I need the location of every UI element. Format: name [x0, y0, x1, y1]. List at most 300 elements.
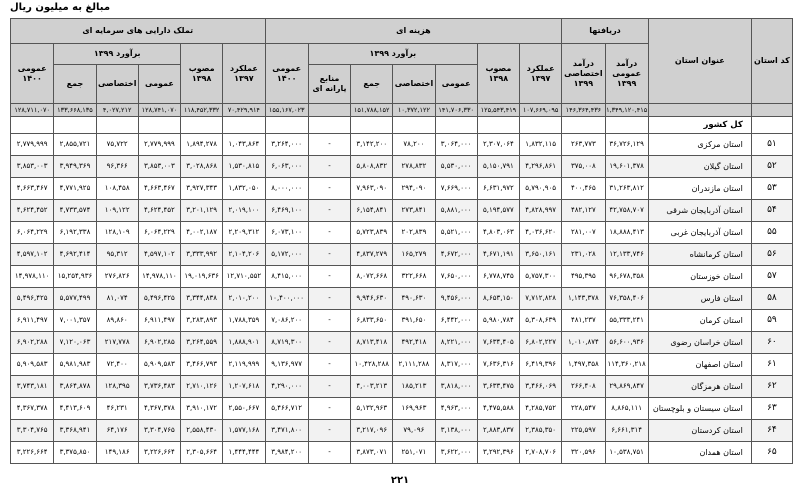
table-cell: ۴۸۱,۲۳۷ [562, 310, 605, 332]
exp-actual-header: عملکرد ۱۳۹۷ [520, 44, 562, 104]
table-cell: ۷,۰۸۶,۲۰۰ [265, 310, 308, 332]
table-cell: ۷,۶۶۹,۰۰۰ [435, 178, 477, 200]
table-cell: ۱,۷۸۸,۳۵۹ [223, 310, 265, 332]
table-cell: ۶,۴۱۹,۳۹۶ [520, 354, 562, 376]
table-cell: ۵,۳۰۸,۶۳۹ [520, 310, 562, 332]
table-cell: ۲۸۱,۰۰۷ [562, 222, 605, 244]
table-cell: ۷,۹۶۳,۰۹۰ [351, 178, 393, 200]
table-cell: ۱۲,۱۳۳,۷۴۶ [605, 244, 648, 266]
table-cell: ۵۵,۳۳۳,۲۴۱ [605, 310, 648, 332]
table-cell: ۶,۰۶۴,۲۲۹ [138, 222, 180, 244]
table-body [11, 104, 793, 464]
table-cell: ۷۲,۴۰۰ [96, 354, 138, 376]
table-cell: - [308, 134, 350, 156]
table-cell: ۵,۵۷۷,۴۹۹ [54, 288, 96, 310]
summary-cell: ۱۳۳,۶۶۸,۱۳۵ [54, 104, 96, 117]
table-cell: ۴,۳۶۷,۳۷۸ [11, 398, 54, 420]
table-cell: ۱,۸۹۴,۲۷۸ [181, 134, 223, 156]
table-cell: ۲,۰۱۹,۱۰۰ [223, 200, 265, 222]
table-cell: ۱۲۸,۱۰۹ [96, 222, 138, 244]
table-cell: ۸,۲۲۱,۰۰۰ [435, 332, 477, 354]
table-cell: ۹,۱۳۶,۹۷۷ [265, 354, 308, 376]
table-cell: ۱۵,۲۵۴,۹۳۶ [54, 266, 96, 288]
table-cell: ۴,۵۹۷,۱۰۲ [11, 244, 54, 266]
province-code: ۵۳ [751, 178, 792, 200]
cap-total-header: جمع [54, 65, 96, 104]
revenue-special-header: درآمد اختصاصی ۱۳۹۹ [562, 44, 605, 104]
table-cell: ۲۵۱,۰۷۱ [393, 442, 435, 464]
table-cell: ۱,۸۸۸,۹۰۱ [223, 332, 265, 354]
expense-group-header: هزینه ای [265, 19, 562, 44]
exp-general-header: عمومی [435, 65, 477, 104]
table-cell: ۲۷۸,۸۳۲ [393, 156, 435, 178]
table-cell: ۱۰۸,۴۵۸ [96, 178, 138, 200]
cap-actual-header: عملکرد ۱۳۹۷ [223, 44, 265, 104]
table-cell: ۸,۰۰۰,۰۰۰ [265, 178, 308, 200]
table-cell: ۳۱,۲۶۳,۸۱۲ [605, 178, 648, 200]
table-cell: ۲,۰۱۰,۲۰۰ [223, 288, 265, 310]
province-code: ۵۱ [751, 134, 792, 156]
table-cell: ۱۰,۴۰۰,۰۰۰ [265, 288, 308, 310]
province-code: ۶۲ [751, 376, 792, 398]
revenue-group-header: دریافتها [562, 19, 649, 44]
table-cell: ۵,۵۳۰,۰۰۰ [435, 156, 477, 178]
table-cell: ۳,۳۳۳,۹۹۲ [181, 244, 223, 266]
table-cell: - [308, 332, 350, 354]
table-cell: ۳,۰۲۸,۸۶۸ [181, 156, 223, 178]
table-cell: ۵,۱۷۲,۰۰۰ [265, 244, 308, 266]
province-name: استان خوزستان [648, 266, 751, 288]
table-cell: ۱۴,۹۷۸,۱۱۰ [11, 266, 54, 288]
table-cell: ۴۸۲,۱۲۷ [562, 200, 605, 222]
summary-cell: ۴,۰۲۷,۲۱۲ [96, 104, 138, 117]
table-cell: - [308, 354, 350, 376]
table-cell: ۵,۴۶۶,۷۱۲ [265, 398, 308, 420]
province-name: استان مرکزی [648, 134, 751, 156]
table-cell: ۳۲۰,۵۹۶ [562, 442, 605, 464]
table-cell: ۵,۴۹۶,۴۲۵ [138, 288, 180, 310]
exp-total-header: جمع [351, 65, 393, 104]
table-cell: ۱,۴۴۴,۴۴۴ [223, 442, 265, 464]
cap-1400-header: عمومی ۱۴۰۰ [11, 44, 54, 104]
summary-cell: ۱۱۸,۴۵۲,۳۳۲ [181, 104, 223, 117]
table-cell: ۳,۹۴۹,۳۶۹ [54, 156, 96, 178]
table-cell: ۶,۹۰۲,۲۸۸ [11, 332, 54, 354]
table-cell: ۵,۱۹۴,۵۷۷ [477, 200, 519, 222]
table-cell: ۲۲۸,۵۴۷ [562, 398, 605, 420]
province-name: استان کردستان [648, 420, 751, 442]
table-cell: ۲,۵۵۰,۶۶۷ [223, 398, 265, 420]
table-cell: ۵,۹۸۱,۹۸۳ [54, 354, 96, 376]
table-row [11, 376, 793, 398]
capital-group-header: تملک دارایی های سرمایه ای [11, 19, 266, 44]
table-cell: ۶,۰۷۳,۱۰۰ [265, 222, 308, 244]
table-cell: ۱,۰۴۳,۸۶۴ [223, 134, 265, 156]
table-row [11, 288, 793, 310]
table-cell: ۲۹,۸۶۹,۸۴۷ [605, 376, 648, 398]
table-cell: ۱۰۹,۱۲۲ [96, 200, 138, 222]
table-cell: ۵,۸۰۸,۸۳۲ [351, 156, 393, 178]
summary-cell: ۷۰,۴۲۹,۹۱۴ [223, 104, 265, 117]
table-row [11, 222, 793, 244]
province-name: استان خراسان رضوی [648, 332, 751, 354]
table-cell: ۲۷۶,۸۲۶ [96, 266, 138, 288]
province-name: استان مازندران [648, 178, 751, 200]
table-cell: ۶,۱۵۴,۸۴۱ [351, 200, 393, 222]
table-cell: ۲,۸۵۵,۷۲۱ [54, 134, 96, 156]
table-cell: - [308, 420, 350, 442]
table-cell: ۴,۲۹۰,۰۰۰ [265, 376, 308, 398]
table-cell: - [308, 200, 350, 222]
table-cell: ۱۲,۷۱۰,۵۵۲ [223, 266, 265, 288]
province-code: ۵۶ [751, 244, 792, 266]
summary-cell: ۱۰,۳۷۲,۱۲۲ [393, 104, 435, 117]
table-cell: ۳,۲۱۷,۰۹۶ [351, 420, 393, 442]
table-cell: ۵,۵۲۱,۰۰۰ [435, 222, 477, 244]
summary-cell: ۱۰۷,۶۶۹,۰۹۵ [520, 104, 562, 117]
table-cell: ۵,۷۲۳,۸۳۹ [351, 222, 393, 244]
table-cell: ۱,۵۷۷,۱۶۸ [223, 420, 265, 442]
table-cell: ۱۸,۸۸۸,۴۱۳ [605, 222, 648, 244]
table-cell: ۸,۷۱۳,۴۱۸ [351, 332, 393, 354]
table-cell: ۳,۳۴۴,۸۳۸ [181, 288, 223, 310]
table-cell: ۱,۲۰۷,۶۱۸ [223, 376, 265, 398]
table-cell: ۲,۳۸۵,۳۵۰ [520, 420, 562, 442]
table-cell: ۸۹,۸۶۰ [96, 310, 138, 332]
table-cell: ۴۲,۷۵۸,۷۰۷ [605, 200, 648, 222]
table-cell: ۲,۳۰۷,۰۶۴ [477, 134, 519, 156]
table-cell: ۷,۶۳۴,۴۰۵ [477, 332, 519, 354]
province-code: ۶۴ [751, 420, 792, 442]
table-cell: ۳۷۵,۰۰۸ [562, 156, 605, 178]
province-name: استان سیستان و بلوچستان [648, 398, 751, 420]
table-cell: ۹۵,۳۱۲ [96, 244, 138, 266]
table-cell: ۳,۹۲۷,۳۴۳ [181, 178, 223, 200]
table-cell: ۶,۹۱۱,۴۹۷ [11, 310, 54, 332]
table-cell: ۶,۸۳۳,۶۵۰ [351, 310, 393, 332]
table-cell: ۲۶۶,۴۰۸ [562, 376, 605, 398]
table-cell: ۶,۱۹۲,۳۳۸ [54, 222, 96, 244]
province-code: ۵۹ [751, 310, 792, 332]
table-cell: - [308, 156, 350, 178]
table-cell: ۲,۳۰۵,۶۶۴ [181, 442, 223, 464]
table-cell: ۸,۰۷۲,۶۶۸ [351, 266, 393, 288]
table-row [11, 156, 793, 178]
table-cell: ۲۹۴,۰۹۰ [393, 178, 435, 200]
table-cell: ۱۰,۴۲۸,۲۸۸ [351, 354, 393, 376]
table-cell: ۴,۶۲۴,۴۵۲ [138, 200, 180, 222]
table-cell: ۱۹,۰۱۹,۶۳۶ [181, 266, 223, 288]
table-cell: ۷,۱۲۰,۰۶۳ [54, 332, 96, 354]
cap-general-header: عمومی [138, 65, 180, 104]
table-cell: ۲,۷۰۸,۷۰۶ [520, 442, 562, 464]
table-row [11, 310, 793, 332]
table-cell: ۳,۳۷۵,۸۵۰ [54, 442, 96, 464]
province-code: ۵۷ [751, 266, 792, 288]
table-cell: ۱۸۵,۲۱۳ [393, 376, 435, 398]
table-cell: ۵,۸۸۱,۰۰۰ [435, 200, 477, 222]
table-cell: ۶۴,۱۷۶ [96, 420, 138, 442]
table-cell: ۴,۷۳۳,۵۷۴ [54, 200, 96, 222]
table-cell: ۷,۰۰۱,۳۵۷ [54, 310, 96, 332]
province-code: ۵۸ [751, 288, 792, 310]
table-cell: ۲,۷۷۹,۹۹۹ [11, 134, 54, 156]
table-cell: ۳,۶۵۰,۱۶۱ [520, 244, 562, 266]
table-cell: ۶,۶۶۱,۳۱۴ [605, 420, 648, 442]
table-cell: ۲,۱۰۴,۲۰۶ [223, 244, 265, 266]
summary-cell: ۱۲۵,۵۴۳,۴۱۹ [477, 104, 519, 117]
table-cell: ۴,۲۸۵,۷۵۲ [520, 398, 562, 420]
summary-cell: ۱۴۶,۳۶۴,۴۳۶ [562, 104, 605, 117]
table-cell: ۴,۶۷۱,۱۹۱ [477, 244, 519, 266]
budget-table [10, 18, 793, 464]
province-name: استان گیلان [648, 156, 751, 178]
table-cell: ۳,۴۶۶,۰۶۹ [520, 376, 562, 398]
table-cell: ۲,۱۱۱,۲۸۸ [393, 354, 435, 376]
table-cell: ۷۶,۳۵۸,۴۰۶ [605, 288, 648, 310]
table-cell: ۵,۴۹۶,۴۲۵ [11, 288, 54, 310]
table-cell: ۷۹,۰۹۶ [393, 420, 435, 442]
table-cell: ۸,۶۵۳,۱۵۰ [477, 288, 519, 310]
table-cell: ۶,۸۰۲,۲۲۷ [520, 332, 562, 354]
table-cell: ۴,۲۹۶,۸۶۱ [520, 156, 562, 178]
exp-special-header: اختصاصی [393, 65, 435, 104]
province-code: ۶۳ [751, 398, 792, 420]
exp-subsidy-header: منابع یارانه ای [308, 65, 350, 104]
table-cell: ۱,۱۴۳,۳۷۸ [562, 288, 605, 310]
table-cell: ۱۹,۶۰۱,۳۷۸ [605, 156, 648, 178]
table-cell: ۵,۱۵۰,۷۹۱ [477, 156, 519, 178]
table-cell: ۶,۰۶۴,۲۲۹ [11, 222, 54, 244]
col-title-header: عنوان استان [648, 19, 751, 104]
table-cell: ۳,۲۶۴,۵۵۹ [181, 332, 223, 354]
table-cell: - [308, 244, 350, 266]
table-cell: ۱,۸۳۲,۱۱۵ [520, 134, 562, 156]
table-cell: ۳۹۱,۶۵۰ [393, 310, 435, 332]
table-cell: ۶,۹۱۱,۴۹۷ [138, 310, 180, 332]
table-cell: ۴,۶۲۴,۴۵۲ [11, 200, 54, 222]
table-cell: ۶,۷۷۸,۷۴۵ [477, 266, 519, 288]
cap-approved-header: مصوب ۱۳۹۸ [181, 44, 223, 104]
province-name: استان کرمانشاه [648, 244, 751, 266]
table-cell: ۱۴۹,۱۸۶ [96, 442, 138, 464]
table-cell: ۲۷۳,۸۴۱ [393, 200, 435, 222]
table-cell: ۳,۸۶۴,۸۷۸ [54, 376, 96, 398]
table-row [11, 200, 793, 222]
table-cell: ۳,۲۶۴,۰۰۰ [265, 134, 308, 156]
table-cell: ۳۲۲,۶۶۸ [393, 266, 435, 288]
table-cell: ۱۰,۵۳۸,۷۵۱ [605, 442, 648, 464]
table-cell: ۵,۷۵۷,۳۰۰ [520, 266, 562, 288]
table-cell: ۳,۴۶۶,۷۹۳ [181, 354, 223, 376]
table-cell: ۵,۹۰۹,۵۸۳ [11, 354, 54, 376]
table-cell: ۵,۹۰۹,۵۸۳ [138, 354, 180, 376]
summary-cell: ۱,۳۴۹,۱۲۰,۴۱۵ [605, 104, 648, 117]
table-cell: ۱,۵۳۰,۸۱۵ [223, 156, 265, 178]
table-cell: ۴,۳۶۷,۳۷۸ [138, 398, 180, 420]
exp-1400-header: عمومی ۱۴۰۰ [265, 44, 308, 104]
table-cell: ۳,۶۳۳,۴۷۵ [477, 376, 519, 398]
table-cell: ۵,۹۸۰,۷۸۴ [477, 310, 519, 332]
table-cell: ۳,۲۲۶,۶۶۴ [11, 442, 54, 464]
table-cell: ۳,۳۰۴,۷۶۵ [11, 420, 54, 442]
table-cell: ۳,۲۲۶,۶۶۴ [138, 442, 180, 464]
table-row [11, 134, 793, 156]
revenue-general-header: درآمد عمومی ۱۳۹۹ [605, 44, 648, 104]
table-cell: ۴۶,۲۳۱ [96, 398, 138, 420]
table-cell: ۳,۶۲۲,۰۰۰ [435, 442, 477, 464]
table-cell: ۴,۶۷۲,۰۰۰ [435, 244, 477, 266]
table-cell: ۱۲۸,۳۹۵ [96, 376, 138, 398]
table-cell: ۸,۷۱۹,۳۰۰ [265, 332, 308, 354]
table-cell: ۱۴,۹۷۸,۱۱۰ [138, 266, 180, 288]
table-cell: ۲۰۲,۸۳۹ [393, 222, 435, 244]
table-cell: ۳,۸۱۸,۰۰۰ [435, 376, 477, 398]
table-cell: ۶,۴۶۹,۱۰۰ [265, 200, 308, 222]
table-cell: ۷۸,۲۰۰ [393, 134, 435, 156]
table-cell: ۴,۹۶۳,۰۰۰ [435, 398, 477, 420]
table-cell: ۴,۰۳۶,۶۲۰ [520, 222, 562, 244]
table-cell: ۱,۰۱۰,۸۷۴ [562, 332, 605, 354]
country-total-row [11, 117, 793, 134]
table-cell: ۶,۶۳۱,۹۷۲ [477, 178, 519, 200]
table-cell: ۳,۱۳۸,۰۰۰ [435, 420, 477, 442]
table-cell: ۳,۳۰۴,۷۶۵ [138, 420, 180, 442]
table-cell: - [308, 442, 350, 464]
table-cell: ۷,۷۱۲,۸۲۸ [520, 288, 562, 310]
table-row [11, 420, 793, 442]
table-cell: ۳,۷۳۶,۴۸۳ [138, 376, 180, 398]
summary-cell: ۱۵۱,۷۸۸,۱۵۲ [351, 104, 393, 117]
province-name: استان کرمان [648, 310, 751, 332]
table-cell: ۳,۲۹۲,۳۹۶ [477, 442, 519, 464]
summary-cell: ۱۲۸,۷۱۱,۰۷۰ [11, 104, 54, 117]
province-code: ۶۱ [751, 354, 792, 376]
table-row [11, 178, 793, 200]
table-cell: ۵,۱۳۲,۹۶۳ [351, 398, 393, 420]
summary-cell [308, 104, 350, 117]
table-cell: ۳,۷۴۳,۱۸۱ [11, 376, 54, 398]
table-cell: ۱۶۹,۹۶۳ [393, 398, 435, 420]
table-cell: ۶,۴۴۲,۰۰۰ [435, 310, 477, 332]
exp-approved-header: مصوب ۱۳۹۸ [477, 44, 519, 104]
province-name: استان فارس [648, 288, 751, 310]
table-cell: ۳۶,۷۲۶,۱۲۹ [605, 134, 648, 156]
table-row [11, 354, 793, 376]
table-cell: ۴,۶۶۳,۴۶۷ [11, 178, 54, 200]
table-cell: ۶,۰۶۳,۰۰۰ [265, 156, 308, 178]
province-code: ۵۲ [751, 156, 792, 178]
province-name: استان همدان [648, 442, 751, 464]
country-total-label: کل کشور [648, 117, 751, 134]
table-cell: - [308, 310, 350, 332]
table-cell: - [308, 266, 350, 288]
table-cell: ۸,۸۶۵,۱۱۱ [605, 398, 648, 420]
table-cell: ۴,۸۳۷,۲۷۹ [351, 244, 393, 266]
table-cell: ۱,۸۳۲,۰۵۰ [223, 178, 265, 200]
table-cell: - [308, 222, 350, 244]
province-code: ۵۵ [751, 222, 792, 244]
table-cell: ۳,۴۷۱,۸۰۰ [265, 420, 308, 442]
table-cell: ۹,۴۵۶,۰۰۰ [435, 288, 477, 310]
table-cell: ۳,۸۵۳,۰۰۳ [11, 156, 54, 178]
table-cell: ۲,۸۸۳,۸۳۷ [477, 420, 519, 442]
table-cell: - [308, 376, 350, 398]
table-cell: ۹,۹۴۶,۶۳۰ [351, 288, 393, 310]
table-cell: ۲۱۷,۷۷۸ [96, 332, 138, 354]
table-cell: ۴۹۲,۴۱۸ [393, 332, 435, 354]
table-cell: ۹۶,۶۷۸,۳۵۸ [605, 266, 648, 288]
table-cell: ۲,۷۷۹,۹۹۹ [138, 134, 180, 156]
table-row [11, 332, 793, 354]
table-cell: - [308, 178, 350, 200]
table-cell: - [308, 398, 350, 420]
summary-row [11, 104, 793, 117]
table-cell: ۳,۹۸۴,۲۰۰ [265, 442, 308, 464]
table-cell: ۴۹۵,۳۹۵ [562, 266, 605, 288]
table-cell: ۳,۸۷۳,۰۷۱ [351, 442, 393, 464]
table-cell: ۷,۶۳۶,۳۱۶ [477, 354, 519, 376]
table-cell: ۷,۶۵۰,۰۰۰ [435, 266, 477, 288]
table-cell: ۸۱,۰۷۴ [96, 288, 138, 310]
table-cell: ۵,۷۹۰,۹۰۵ [520, 178, 562, 200]
table-row [11, 398, 793, 420]
table-row [11, 244, 793, 266]
table-cell: ۳,۰۶۴,۰۰۰ [435, 134, 477, 156]
table-cell: ۳,۸۵۳,۰۰۳ [138, 156, 180, 178]
table-cell: ۴,۶۹۲,۴۱۴ [54, 244, 96, 266]
table-cell: ۷۵,۷۲۲ [96, 134, 138, 156]
province-name: استان هرمزگان [648, 376, 751, 398]
table-cell: ۴,۴۱۳,۶۰۹ [54, 398, 96, 420]
table-cell: ۲,۷۱۰,۱۲۶ [181, 376, 223, 398]
table-cell: ۲,۱۱۹,۹۹۹ [223, 354, 265, 376]
table-cell: ۸,۴۱۵,۰۰۰ [265, 266, 308, 288]
province-code: ۵۴ [751, 200, 792, 222]
table-cell: ۱۶۵,۲۷۹ [393, 244, 435, 266]
table-cell: ۴,۶۶۳,۴۶۷ [138, 178, 180, 200]
table-cell: ۲۳۱,۰۲۸ [562, 244, 605, 266]
table-cell: ۸,۳۱۷,۰۰۰ [435, 354, 477, 376]
cap-special-header: اختصاصی [96, 65, 138, 104]
province-name: استان اصفهان [648, 354, 751, 376]
table-cell: ۴,۷۷۱,۹۲۵ [54, 178, 96, 200]
province-name: استان آذربایجان شرقی [648, 200, 751, 222]
page-number: ۲۲۱ [390, 475, 410, 486]
cap-estimate-header: برآورد ۱۳۹۹ [54, 44, 181, 65]
table-cell: ۴,۸۰۳,۰۶۳ [477, 222, 519, 244]
summary-cell: ۱۴۱,۷۰۶,۳۳۰ [435, 104, 477, 117]
table-cell: ۳,۲۸۳,۸۹۳ [181, 310, 223, 332]
table-cell: ۳,۳۶۸,۹۴۱ [54, 420, 96, 442]
table-cell: ۲,۲۰۹,۳۱۲ [223, 222, 265, 244]
table-cell: ۴,۸۲۸,۹۹۷ [520, 200, 562, 222]
table-cell: ۹۶,۳۶۶ [96, 156, 138, 178]
table-row [11, 442, 793, 464]
table-row [11, 266, 793, 288]
province-name: استان آذربایجان غربی [648, 222, 751, 244]
exp-estimate-header: برآورد ۱۳۹۹ [308, 44, 477, 65]
col-code-header: کد استان [751, 19, 792, 104]
table-cell: ۴۹۰,۶۳۰ [393, 288, 435, 310]
table-cell: ۳,۲۰۱,۱۲۹ [181, 200, 223, 222]
table-cell: ۴۰۰,۴۶۵ [562, 178, 605, 200]
table-cell: ۲,۵۵۸,۴۳۰ [181, 420, 223, 442]
summary-cell: ۱۲۸,۷۴۱,۰۷۰ [138, 104, 180, 117]
table-cell: ۳,۹۱۰,۱۷۲ [181, 398, 223, 420]
table-cell: ۳,۱۴۲,۲۰۰ [351, 134, 393, 156]
table-cell: ۲۲۵,۵۹۷ [562, 420, 605, 442]
